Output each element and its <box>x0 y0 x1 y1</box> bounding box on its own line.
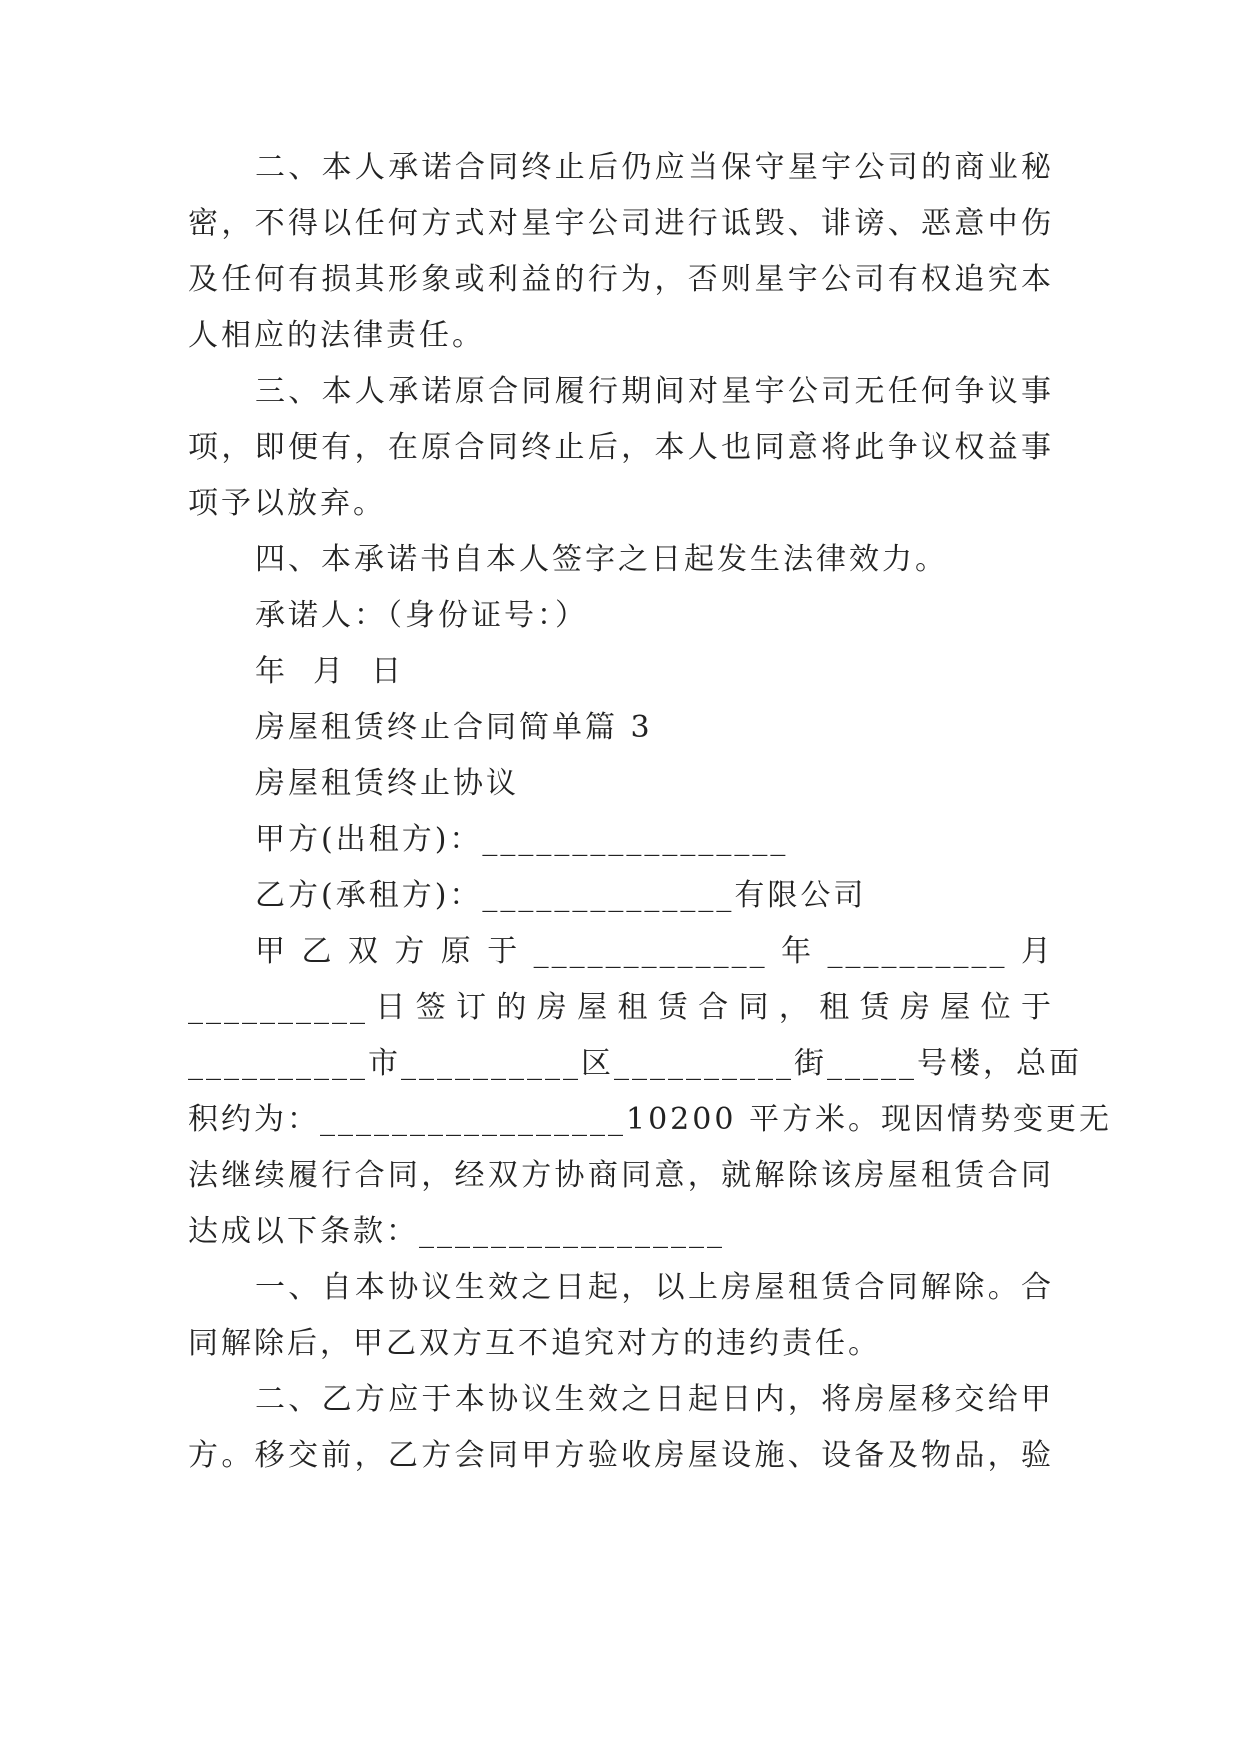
paragraph-line: 密，不得以任何方式对星宇公司进行诋毁、诽谤、恶意中伤 <box>188 206 1054 241</box>
paragraph-line: 二、乙方应于本协议生效之日起日内，将房屋移交给甲 <box>255 1382 1054 1417</box>
section-heading: 房屋租赁终止合同简单篇 3 <box>255 710 653 745</box>
paragraph-line: 达成以下条款：_________________ <box>188 1214 725 1249</box>
paragraph-line: 项，即便有，在原合同终止后，本人也同意将此争议权益事 <box>188 430 1054 465</box>
paragraph-line: 法继续履行合同，经双方协商同意，就解除该房屋租赁合同 <box>188 1158 1054 1193</box>
paragraph-line: __________市__________区__________街_____号楼，总面 <box>188 1046 1082 1081</box>
paragraph-line: 二、本人承诺合同终止后仍应当保守星宇公司的商业秘 <box>255 150 1054 185</box>
paragraph-line: 项予以放弃。 <box>188 486 386 521</box>
paragraph-line: 同解除后，甲乙双方互不追究对方的违约责任。 <box>188 1326 881 1361</box>
party-a-line: 甲方(出租方)：_________________ <box>255 822 789 857</box>
paragraph-line: __________日签订的房屋租赁合同，租赁房屋位于 <box>188 990 1054 1025</box>
paragraph-line: 三、本人承诺原合同履行期间对星宇公司无任何争议事 <box>255 374 1054 409</box>
signatory-line: 承诺人：（身份证号：） <box>255 598 588 633</box>
date-line: 年 月 日 <box>255 654 405 689</box>
paragraph-line: 及任何有损其形象或利益的行为，否则星宇公司有权追究本 <box>188 262 1054 297</box>
paragraph-line: 积约为：_________________10200 平方米。现因情势变更无 <box>188 1102 1112 1137</box>
document-title: 房屋租赁终止协议 <box>255 766 519 801</box>
paragraph-line: 方。移交前，乙方会同甲方验收房屋设施、设备及物品，验 <box>188 1438 1054 1473</box>
party-b-line: 乙方(承租方)：______________有限公司 <box>255 878 867 913</box>
paragraph-line: 甲乙双方原于_____________年__________月 <box>255 934 1054 969</box>
paragraph-line: 一、自本协议生效之日起，以上房屋租赁合同解除。合 <box>255 1270 1054 1305</box>
paragraph-line: 人相应的法律责任。 <box>188 318 485 353</box>
paragraph-line: 四、本承诺书自本人签字之日起发生法律效力。 <box>255 542 948 577</box>
